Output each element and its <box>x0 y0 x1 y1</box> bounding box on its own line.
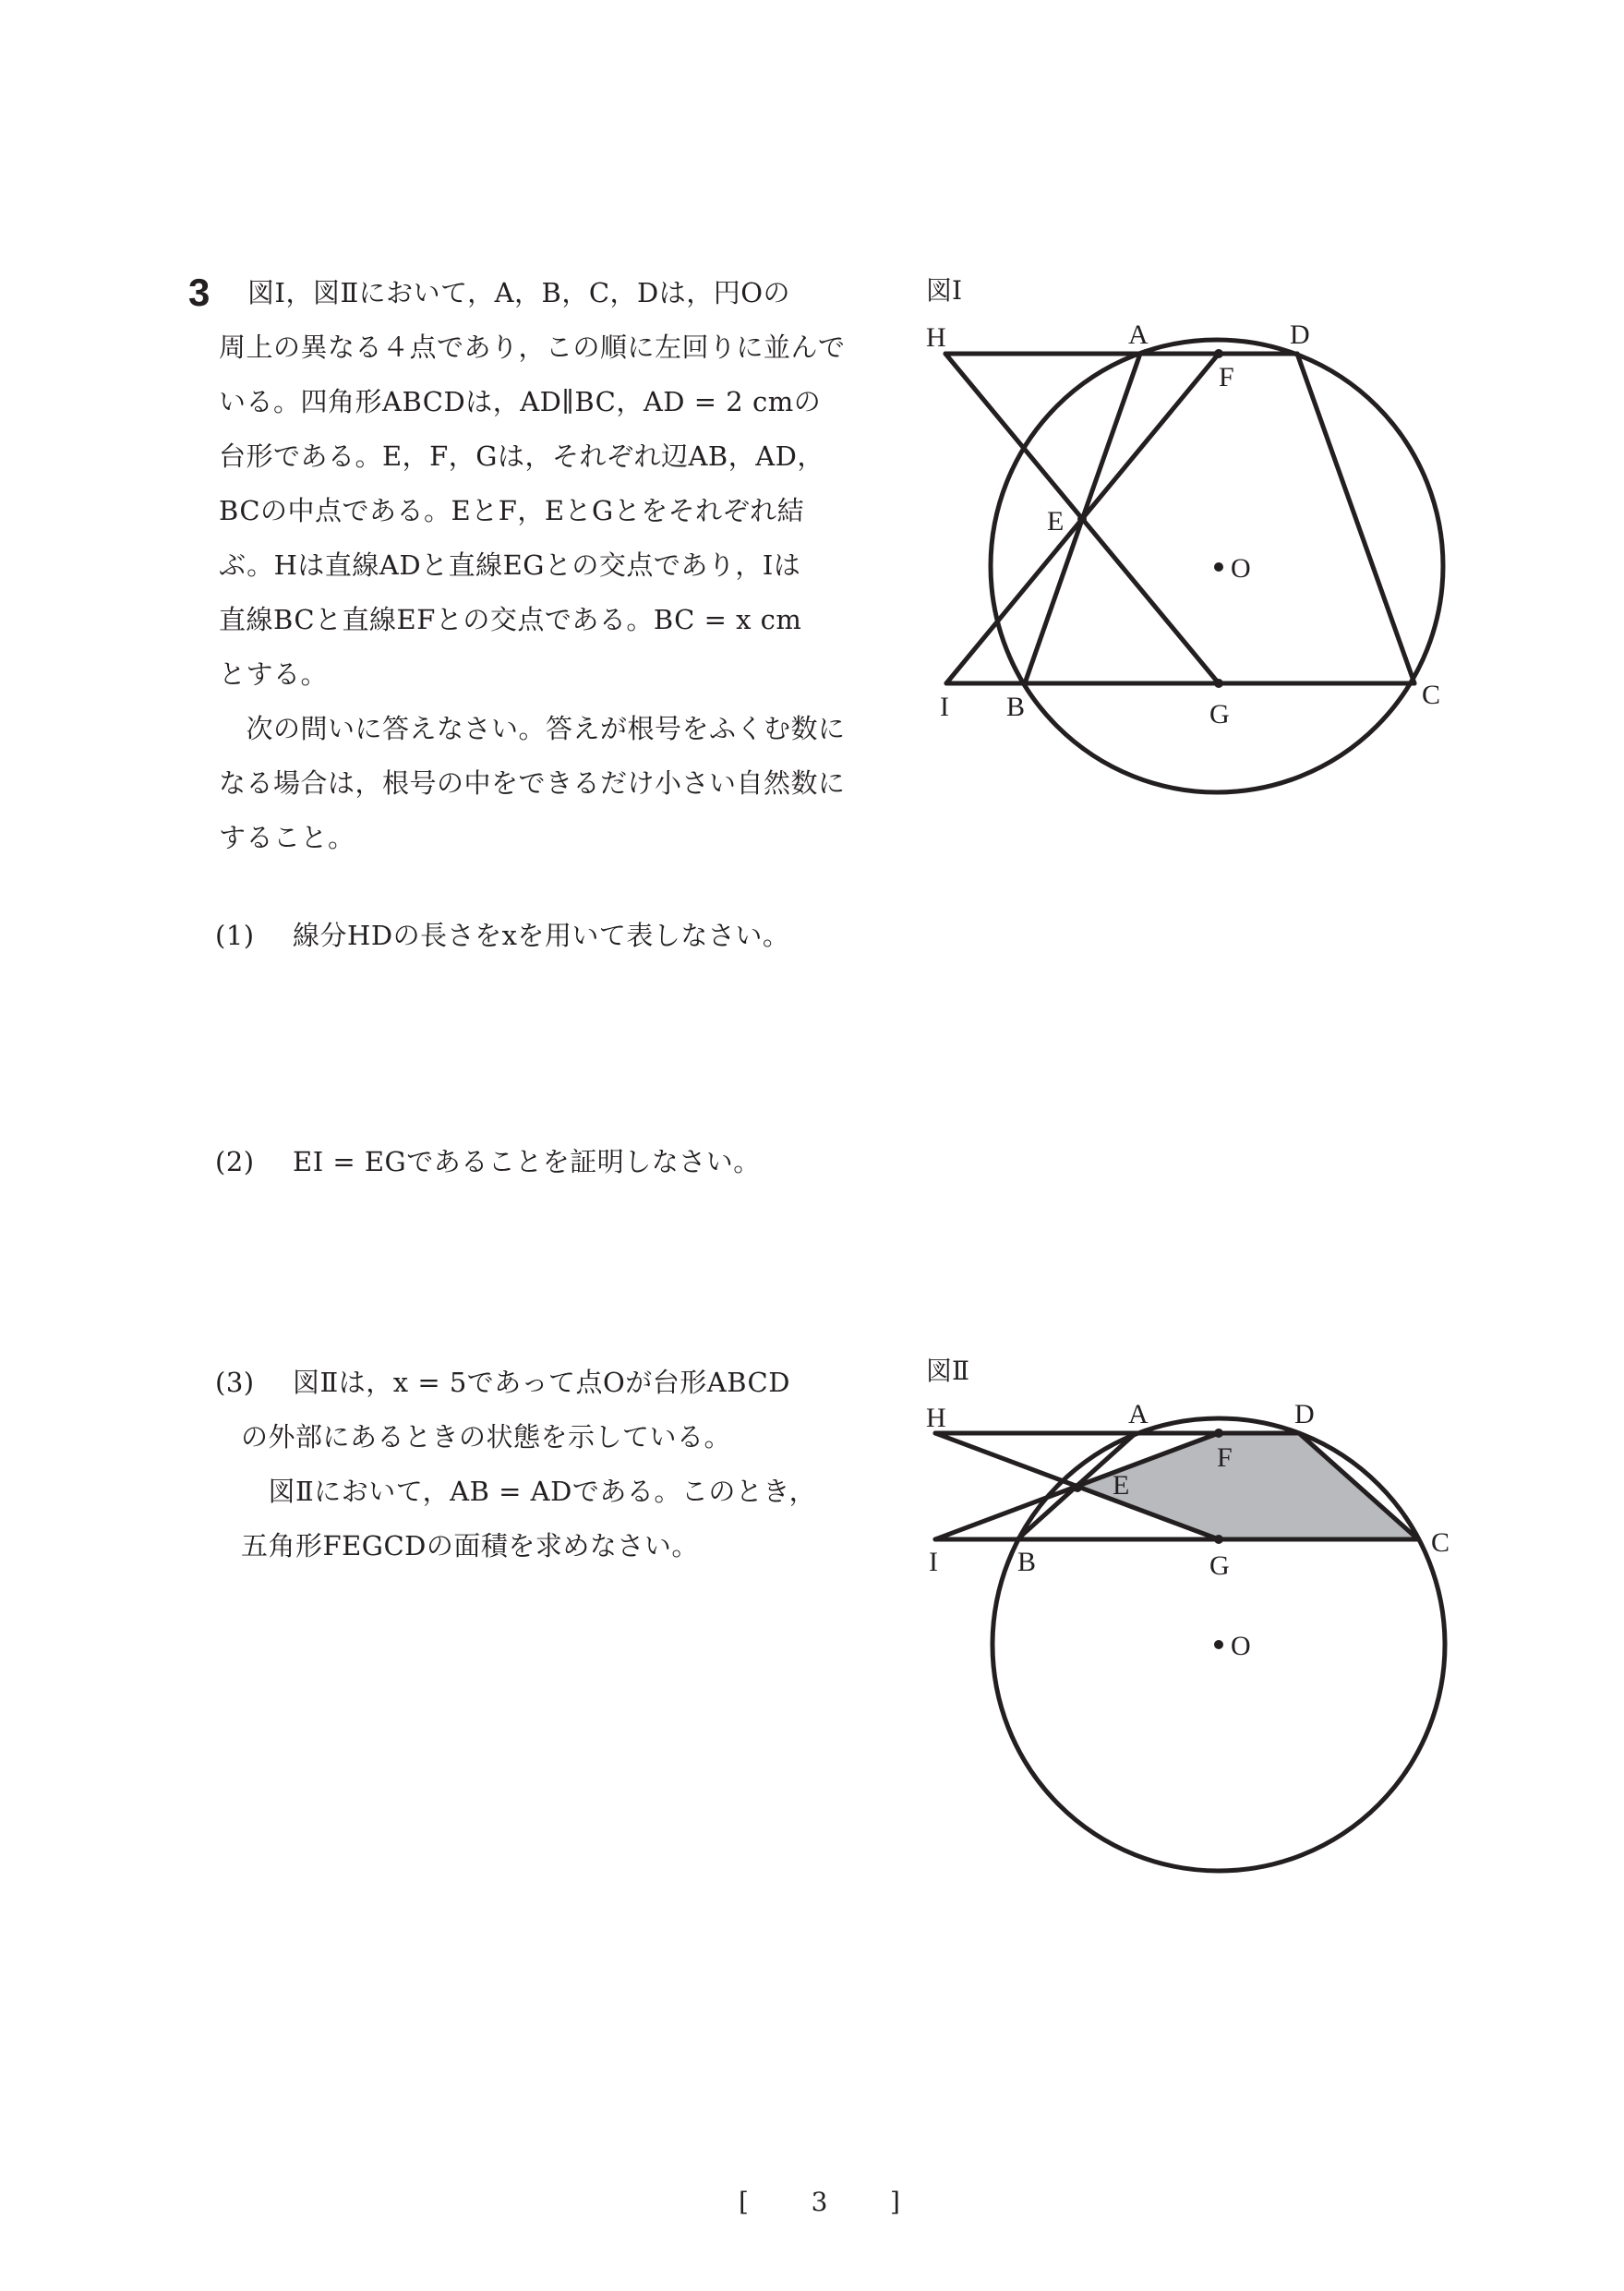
point-o-dot <box>1214 1640 1223 1649</box>
label-a: A <box>1128 1399 1149 1429</box>
label-c: C <box>1422 680 1441 710</box>
statement-line: いる。四角形ABCDは，AD∥BC，AD = 2 cmの <box>219 386 822 417</box>
footer-left-bracket: [ <box>739 2187 749 2217</box>
question-1-label: (1) <box>215 920 255 951</box>
label-o: O <box>1231 553 1251 584</box>
point-e-dot <box>1073 1483 1082 1492</box>
label-i: I <box>929 1547 938 1577</box>
label-h: H <box>926 322 946 353</box>
label-a: A <box>1128 320 1149 350</box>
question-3-text: 図Ⅱにおいて，AB = ADである。このとき， <box>241 1476 817 1507</box>
page-number: 3 <box>811 2187 828 2217</box>
question-2-label: (2) <box>215 1146 255 1177</box>
question-2-text: EI = EGであることを証明しなさい。 <box>293 1146 761 1177</box>
statement-line: とする。 <box>219 658 329 690</box>
label-e: E <box>1113 1470 1130 1501</box>
page-footer <box>739 2187 900 2217</box>
statement-line: 台形である。E，F，Gは，それぞれ辺AB，AD， <box>219 440 824 472</box>
statement-line: BCの中点である。EとF，EとGとをそれぞれ結 <box>219 495 805 526</box>
question-3-text: 図Ⅱは，x = 5であって点Oが台形ABCD <box>293 1367 791 1398</box>
figure-1-title: 図Ⅰ <box>926 275 963 306</box>
question-3-text: 五角形FEGCDの面積を求めなさい。 <box>241 1530 699 1561</box>
point-g-dot <box>1214 1535 1223 1544</box>
label-f: F <box>1219 362 1234 392</box>
instruction-line: 次の問いに答えなさい。答えが根号をふくむ数に <box>219 713 846 744</box>
label-g: G <box>1209 699 1230 730</box>
label-i: I <box>940 692 949 722</box>
statement-line: 直線BCと直線EFとの交点である。BC = x cm <box>219 604 802 635</box>
label-e: E <box>1047 506 1065 537</box>
question-1-text: 線分HDの長さをxを用いて表しなさい。 <box>293 920 790 951</box>
label-o: O <box>1231 1631 1251 1661</box>
label-b: B <box>1017 1547 1037 1577</box>
label-h: H <box>926 1403 946 1433</box>
instruction-line: すること。 <box>219 822 355 853</box>
label-d: D <box>1290 320 1310 350</box>
figure-2-title: 図Ⅱ <box>926 1356 970 1386</box>
instruction-line: なる場合は，根号の中をできるだけ小さい自然数に <box>219 767 846 799</box>
label-f: F <box>1217 1442 1233 1473</box>
label-b: B <box>1006 692 1026 722</box>
label-d: D <box>1294 1399 1315 1429</box>
problem-number: 3 <box>188 271 211 314</box>
statement-line: 図Ⅰ，図Ⅱにおいて，A，B，C，Dは，円Oの <box>247 277 791 308</box>
footer-right-bracket: ] <box>890 2187 900 2217</box>
question-3-text: の外部にあるときの状態を示している。 <box>241 1421 732 1453</box>
point-f-dot <box>1214 1429 1223 1438</box>
statement-line: ぶ。Hは直線ADと直線EGとの交点であり，Iは <box>219 549 801 581</box>
label-c: C <box>1431 1527 1450 1558</box>
question-3-label: (3) <box>215 1367 255 1398</box>
statement-line: 周上の異なる４点であり，この順に左回りに並んで <box>219 332 846 363</box>
label-g: G <box>1209 1550 1230 1581</box>
